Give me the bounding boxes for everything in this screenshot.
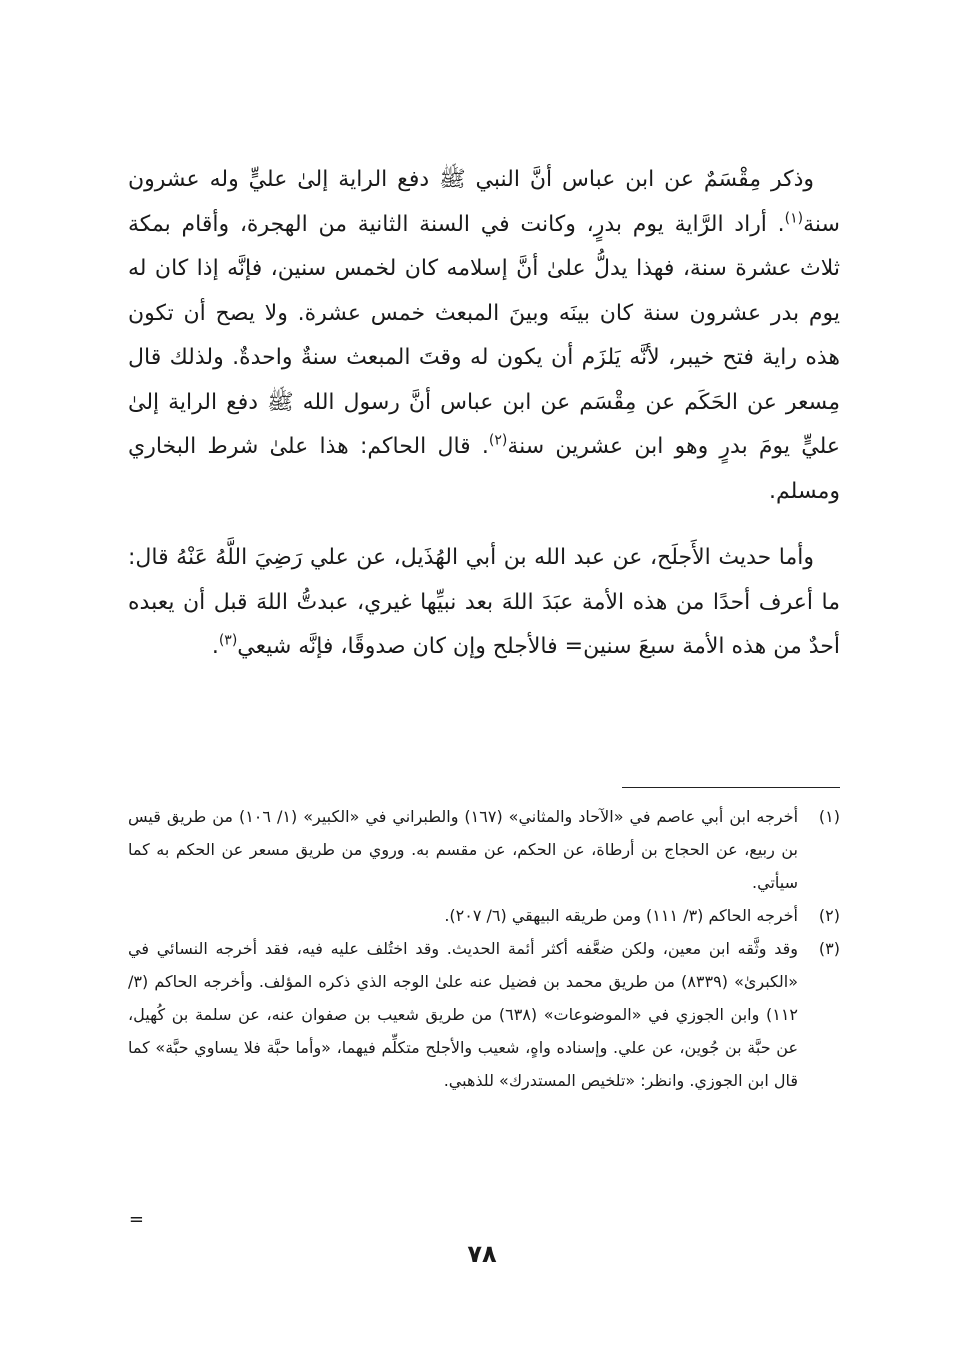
- paragraph-1: [128, 158, 840, 514]
- continuation-mark: =: [128, 1209, 144, 1230]
- paragraph-2-text: وأما حديث الأَجلَح، عن عبد الله بن أبي الهُذَيل، عن علي رَضِيَ اللَّهُ عَنْهُ قال: ما أعرف أحدًا من هذه الأمة عبَدَ اللهَ بعد نبيِّها غيري، عبدتُّ اللهَ قبل أن يعبده أحدٌ من هذه الأمة سبعَ سنين= فالأجلح وإن كان صدوقًا، فإنَّه شيعي: [128, 545, 840, 659]
- footnote-separator: [622, 787, 840, 788]
- footnote-ref-3: (٣): [218, 632, 238, 649]
- paragraph-1-end: . قال الحاكم: هذا علىٰ شرط البخاري ومسلم.: [128, 434, 840, 504]
- footnote-3: [128, 932, 840, 1097]
- paragraph-1-continued: . أراد الرَّاية يوم بدرٍ، وكانت في السنة الثانية من الهجرة، وأقام بمكة ثلاث عشرة سنة، فهذا يدلُّ علىٰ أنَّ إسلامه كان لخمس سنين، فإنَّه إذا كان له يوم بدر عشرون سنة كان بينَه وبينَ المبعث خمس عشرة. ولا يصح أن تكون هذه راية فتح خيبر، لأنَّه يَلزَم أن يكون له وقتَ المبعث سنةٌ واحدةٌ. ولذلك قال مِسعر عن الحَكَم عن مِقْسَم عن ابن عباس أنَّ رسول الله ﷺ دفع الراية إلىٰ عليٍّ يومَ بدرٍ وهو ابن عشرين سنة: [128, 211, 840, 459]
- paragraph-1-text: وذكر مِقْسَمٌ عن ابن عباس أنَّ النبي ﷺ دفع الراية إلىٰ عليٍّ وله عشرون سنة: [128, 167, 840, 237]
- footnote-number: (١): [818, 807, 840, 826]
- footnote-number: (٣): [818, 939, 840, 958]
- footnote-number: (٢): [818, 906, 840, 925]
- footnote-text: وقد وثَّقه ابن معين، ولكن ضعَّفه أكثر أئمة الحديث. وقد اختُلف عليه فيه، فقد أخرجه النسائي في «الكبرىٰ» (٨٣٣٩) من طريق محمد بن فضيل عنه علىٰ الوجه الذي ذكره المؤلف. وأخرجه الحاكم (٣/ ١١٢) وابن الجوزي في «الموضوعات» (٦٣٨) من طريق شعيب بن صفوان عنه، عن سلمة بن كُهيل، عن حبَّة بن جُوين، عن علي. وإسناده واهٍ، شعيب والأجلح متكلِّم فيهما، «وأما حبَّة فلا يساوي حبَّة» كما قال ابن الجوزي. وانظر: «تلخيص المستدرك» للذهبي.: [128, 939, 798, 1090]
- paragraph-2: [128, 536, 840, 670]
- footnote-1: [128, 800, 840, 899]
- main-text: [128, 158, 840, 670]
- page-number: ٧٨: [467, 1240, 497, 1268]
- footnote-text: أخرجه الحاكم (٣/ ١١١) ومن طريقه البيهقي (٦/ ٢٠٧).: [444, 906, 798, 925]
- footnote-ref-2: (٢): [488, 432, 508, 449]
- footnote-ref-1: (١): [784, 210, 804, 227]
- footnote-text: أخرجه ابن أبي عاصم في «الآحاد والمثاني» (١٦٧) والطبراني في «الكبير» (١/ ١٠٦) من طريق قيس بن ربيع، عن الحجاج بن أرطاة، عن الحكم، عن مقسم به. وروي من طريق مسعر عن الحكم به كما سيأتي.: [128, 807, 799, 892]
- footnotes: [128, 800, 840, 1097]
- paragraph-2-end: .: [211, 634, 219, 659]
- footnote-2: [128, 899, 840, 932]
